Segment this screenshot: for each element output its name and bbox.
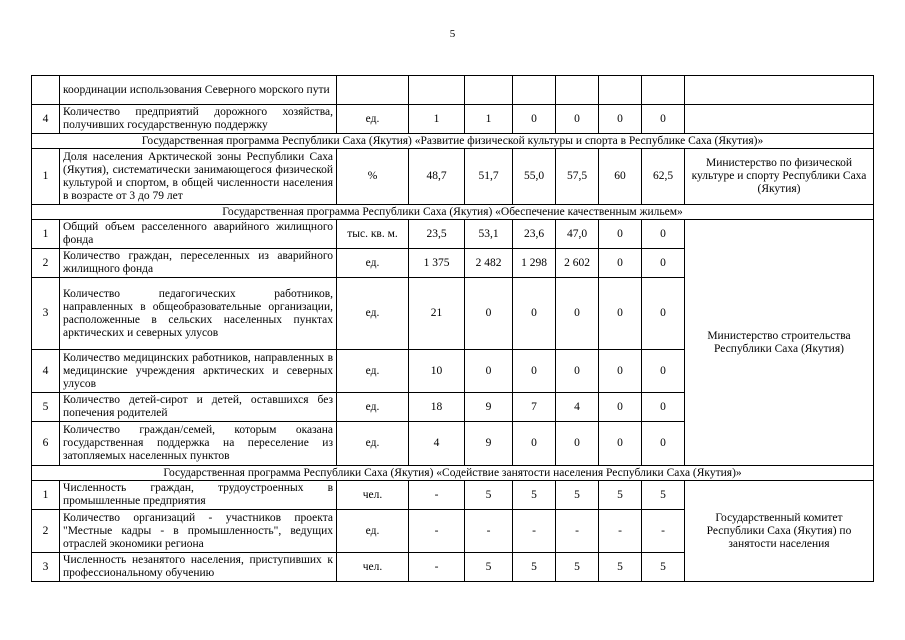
value-cell: 5 <box>556 553 599 582</box>
value-cell: 7 <box>513 393 556 422</box>
value-cell: 0 <box>642 249 685 278</box>
value-cell: 0 <box>465 350 513 393</box>
value-cell: 0 <box>599 249 642 278</box>
indicator-name: Количество предприятий дорожного хозяйства, получивших государственную поддержку <box>60 105 337 134</box>
unit-cell: чел. <box>337 553 409 582</box>
value-cell: 5 <box>556 481 599 510</box>
value-cell <box>642 76 685 105</box>
table-row <box>32 481 874 510</box>
value-cell: - <box>409 481 465 510</box>
section-row <box>32 205 874 220</box>
value-cell: 1 298 <box>513 249 556 278</box>
indicator-name: Количество детей-сирот и детей, оставшихся без попечения родителей <box>60 393 337 422</box>
section-title: Государственная программа Республики Саха (Якутия) «Развитие физической культуры и спорта в Республике Саха (Якутия)» <box>32 134 874 149</box>
value-cell: 0 <box>556 105 599 134</box>
row-number: 1 <box>32 481 60 510</box>
value-cell <box>409 76 465 105</box>
unit-cell: % <box>337 149 409 205</box>
value-cell: 5 <box>465 553 513 582</box>
table-row <box>32 76 874 105</box>
value-cell: 0 <box>599 422 642 466</box>
value-cell: 9 <box>465 393 513 422</box>
indicator-name: Количество организаций - участников проекта "Местные кадры - в промышленность", ведущих отраслей экономики региона <box>60 510 337 553</box>
unit-cell: тыс. кв. м. <box>337 220 409 249</box>
section-row <box>32 466 874 481</box>
value-cell <box>599 76 642 105</box>
indicator-name: Доля населения Арктической зоны Республики Саха (Якутия), систематически занимающегося физической культурой и спортом, в общей численности населения в возрасте от 3 до 79 лет <box>60 149 337 205</box>
unit-cell: ед. <box>337 350 409 393</box>
indicator-name: Количество граждан/семей, которым оказана государственная поддержка на переселение из затопляемых населенных пунктов <box>60 422 337 466</box>
value-cell: - <box>409 510 465 553</box>
value-cell: 51,7 <box>465 149 513 205</box>
value-cell: 0 <box>642 278 685 350</box>
value-cell: 0 <box>642 393 685 422</box>
value-cell: 5 <box>599 481 642 510</box>
indicator-name: Численность незанятого населения, приступивших к профессиональному обучению <box>60 553 337 582</box>
responsible-executor: Министерство строительства Республики Саха (Якутия) <box>685 220 874 466</box>
value-cell: - <box>599 510 642 553</box>
indicator-name: Количество граждан, переселенных из аварийного жилищного фонда <box>60 249 337 278</box>
value-cell: 1 375 <box>409 249 465 278</box>
value-cell: 62,5 <box>642 149 685 205</box>
value-cell: 9 <box>465 422 513 466</box>
value-cell: 0 <box>642 105 685 134</box>
responsible-executor: Министерство по физической культуре и спорту Республики Саха (Якутия) <box>685 149 874 205</box>
unit-cell: ед. <box>337 510 409 553</box>
unit-cell: ед. <box>337 422 409 466</box>
value-cell: 0 <box>513 278 556 350</box>
value-cell: 0 <box>599 393 642 422</box>
row-number: 1 <box>32 149 60 205</box>
value-cell <box>513 76 556 105</box>
value-cell: - <box>465 510 513 553</box>
section-title: Государственная программа Республики Саха (Якутия) «Обеспечение качественным жильем» <box>32 205 874 220</box>
responsible-executor <box>685 105 874 134</box>
value-cell: 5 <box>513 481 556 510</box>
value-cell: 23,5 <box>409 220 465 249</box>
row-number: 4 <box>32 105 60 134</box>
unit-cell <box>337 76 409 105</box>
value-cell: 5 <box>642 481 685 510</box>
value-cell: 10 <box>409 350 465 393</box>
value-cell: 0 <box>642 350 685 393</box>
value-cell: 5 <box>642 553 685 582</box>
value-cell: 48,7 <box>409 149 465 205</box>
indicator-name: координации использования Северного морского пути <box>60 76 337 105</box>
value-cell: 5 <box>465 481 513 510</box>
section-title: Государственная программа Республики Саха (Якутия) «Содействие занятости населения Республики Саха (Якутия)» <box>32 466 874 481</box>
value-cell: 0 <box>513 350 556 393</box>
row-number: 6 <box>32 422 60 466</box>
responsible-executor <box>685 76 874 105</box>
value-cell: 0 <box>513 422 556 466</box>
row-number <box>32 76 60 105</box>
value-cell: 4 <box>556 393 599 422</box>
responsible-executor: Государственный комитет Республики Саха (Якутия) по занятости населения <box>685 481 874 582</box>
section-row <box>32 134 874 149</box>
row-number: 1 <box>32 220 60 249</box>
indicator-name: Общий объем расселенного аварийного жилищного фонда <box>60 220 337 249</box>
value-cell: 0 <box>556 422 599 466</box>
unit-cell: чел. <box>337 481 409 510</box>
value-cell: 4 <box>409 422 465 466</box>
value-cell: 0 <box>556 278 599 350</box>
value-cell: 21 <box>409 278 465 350</box>
value-cell: 2 602 <box>556 249 599 278</box>
table-row <box>32 149 874 205</box>
value-cell: 0 <box>599 350 642 393</box>
value-cell: 47,0 <box>556 220 599 249</box>
indicator-name: Количество педагогических работников, направленных в общеобразовательные организации, расположенные в сельских населенных пунктах арктических и северных улусов <box>60 278 337 350</box>
row-number: 4 <box>32 350 60 393</box>
value-cell: 55,0 <box>513 149 556 205</box>
row-number: 5 <box>32 393 60 422</box>
unit-cell: ед. <box>337 105 409 134</box>
value-cell: 2 482 <box>465 249 513 278</box>
row-number: 2 <box>32 249 60 278</box>
value-cell: 0 <box>599 105 642 134</box>
value-cell: 57,5 <box>556 149 599 205</box>
value-cell: 0 <box>556 350 599 393</box>
value-cell <box>556 76 599 105</box>
value-cell: 60 <box>599 149 642 205</box>
page-number: 5 <box>449 28 456 40</box>
row-number: 3 <box>32 278 60 350</box>
indicator-name: Численность граждан, трудоустроенных в промышленные предприятия <box>60 481 337 510</box>
value-cell: 0 <box>599 220 642 249</box>
table-row <box>32 105 874 134</box>
value-cell: 23,6 <box>513 220 556 249</box>
indicator-name: Количество медицинских работников, направленных в медицинские учреждения арктических и северных улусов <box>60 350 337 393</box>
value-cell: - <box>513 510 556 553</box>
value-cell: 0 <box>642 220 685 249</box>
table-row <box>32 220 874 249</box>
value-cell: 0 <box>513 105 556 134</box>
value-cell: - <box>556 510 599 553</box>
value-cell: 18 <box>409 393 465 422</box>
unit-cell: ед. <box>337 278 409 350</box>
value-cell: 5 <box>599 553 642 582</box>
value-cell: - <box>409 553 465 582</box>
value-cell: 53,1 <box>465 220 513 249</box>
value-cell: 5 <box>513 553 556 582</box>
value-cell: 0 <box>465 278 513 350</box>
unit-cell: ед. <box>337 249 409 278</box>
row-number: 3 <box>32 553 60 582</box>
unit-cell: ед. <box>337 393 409 422</box>
value-cell: 0 <box>642 422 685 466</box>
value-cell: 0 <box>599 278 642 350</box>
value-cell <box>465 76 513 105</box>
value-cell: 1 <box>409 105 465 134</box>
value-cell: - <box>642 510 685 553</box>
row-number: 2 <box>32 510 60 553</box>
value-cell: 1 <box>465 105 513 134</box>
indicators-table <box>31 75 874 582</box>
